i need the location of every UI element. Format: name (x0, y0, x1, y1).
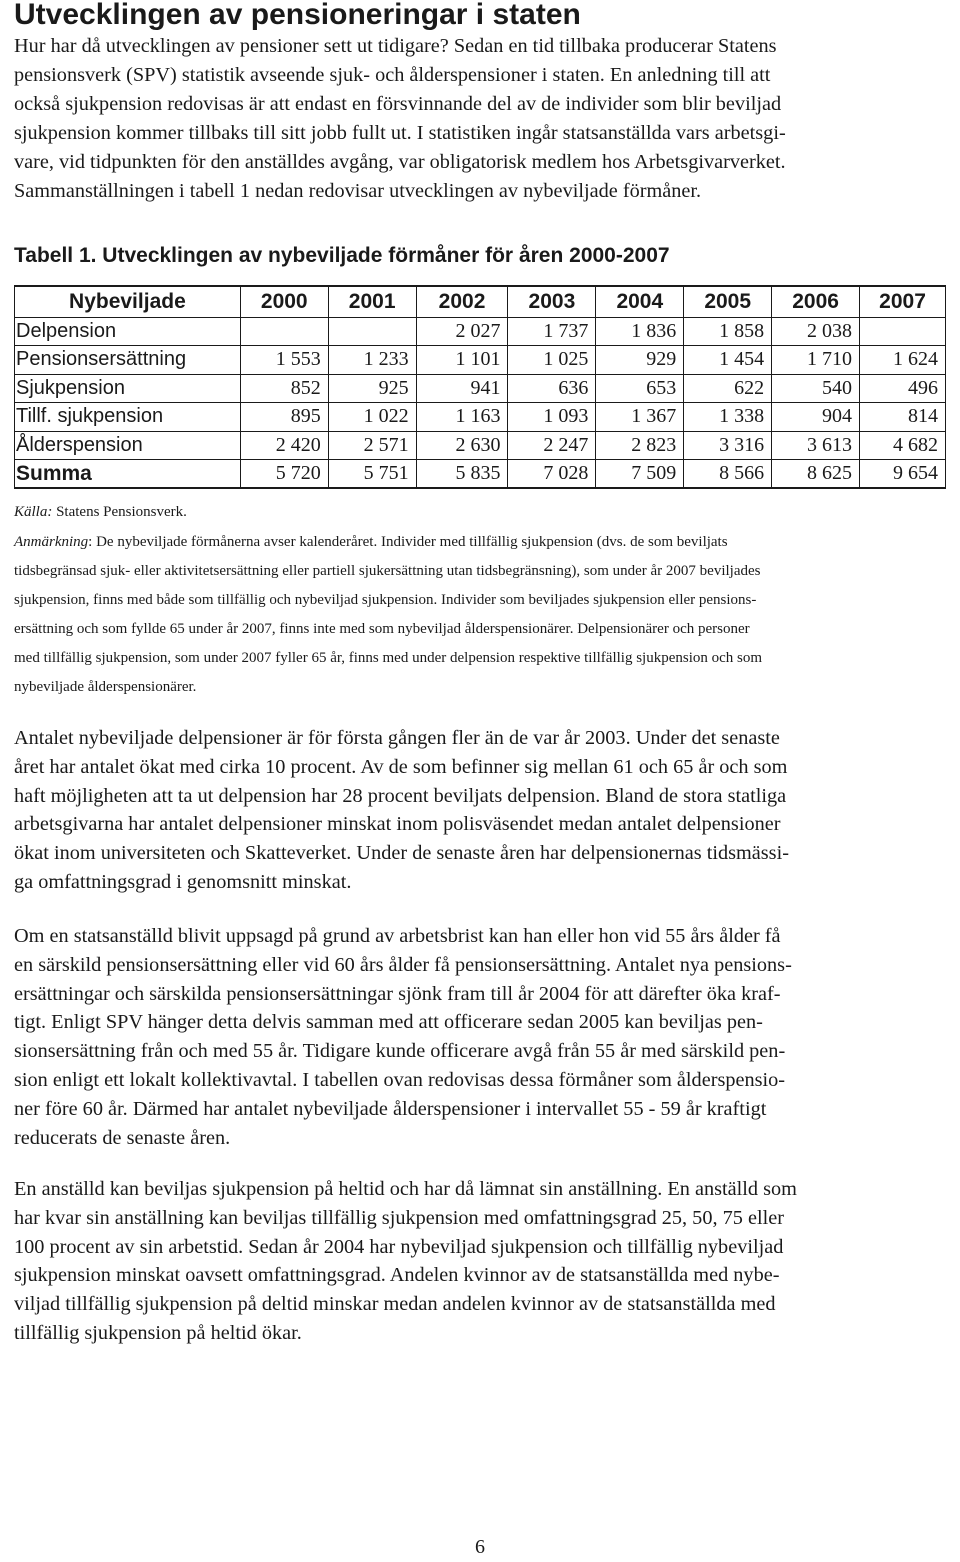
header-cell: 2001 (328, 286, 416, 317)
note-line: sjukpension, finns med både som tillfällig och nybeviljad sjukpension. Individer som beviljades sjukpension eller pensions- (14, 592, 757, 608)
table-cell: 5 751 (328, 460, 416, 489)
table-cell: 1 093 (508, 403, 596, 432)
note-line: nybeviljade ålderspensionärer. (14, 679, 197, 695)
table-row (15, 346, 946, 375)
table-cell (328, 317, 416, 346)
table-cell: 4 682 (860, 431, 946, 460)
paragraph-line: tigt. Enligt SPV hänger detta delvis samman med att officerare sedan 2005 kan beviljas pen- (14, 1011, 763, 1034)
intro-paragraph (14, 32, 946, 206)
table-cell: 5 720 (240, 460, 328, 489)
header-cell: 2000 (240, 286, 328, 317)
source-text: Statens Pensionsverk. (52, 504, 187, 520)
paragraph-line: En anställd kan beviljas sjukpension på heltid och har då lämnat sin anställning. En anställd som (14, 1178, 797, 1200)
header-cell: 2004 (596, 286, 684, 317)
table-cell: 496 (860, 374, 946, 403)
intro-line: Sammanställningen i tabell 1 nedan redovisar utvecklingen av nybeviljade förmåner. (14, 180, 702, 202)
table-cell: 2 420 (240, 431, 328, 460)
table-cell: 636 (508, 374, 596, 403)
paragraph-pensionsersattning (14, 922, 946, 1152)
table-cell: 1 858 (684, 317, 772, 346)
table-cell: 1 553 (240, 346, 328, 375)
table-cell: 1 836 (596, 317, 684, 346)
table-cell: 8 566 (684, 460, 772, 489)
table-cell: 1 338 (684, 403, 772, 432)
intro-line: sjukpension kommer tillbaks till sitt jobb fullt ut. I statistiken ingår statsanställda vars arbetsgi- (14, 122, 786, 144)
table-cell: 1 624 (860, 346, 946, 375)
table-cell: 540 (772, 374, 860, 403)
paragraph-line: en särskild pensionsersättning eller vid 60 års ålder få pensionsersättning. Antalet nya pensions- (14, 953, 792, 976)
paragraph-line: viljad tillfällig sjukpension på deltid minskar medan andelen kvinnor av de statsanställda med (14, 1293, 776, 1316)
header-cell: 2007 (860, 286, 946, 317)
document-page (14, 0, 946, 1558)
paragraph-line: Antalet nybeviljade delpensioner är för första gången fler än de var år 2003. Under det senaste (14, 727, 780, 749)
table-cell: 1 710 (772, 346, 860, 375)
table-source (14, 504, 187, 521)
intro-line: också sjukpension redovisas är att endast en försvinnande del av de individer som blir beviljad (14, 93, 782, 115)
header-cell: 2005 (684, 286, 772, 317)
table-cell: 1 022 (328, 403, 416, 432)
paragraph-delpension (14, 724, 946, 897)
table-cell: 1 367 (596, 403, 684, 432)
page-number: 6 (475, 1536, 485, 1558)
page-heading: Utvecklingen av pensioneringar i staten (14, 0, 581, 31)
table-cell: 925 (328, 374, 416, 403)
paragraph-line: haft möjligheten att ta ut delpension har 28 procent beviljats delpension. Bland de stora statliga (14, 784, 787, 807)
table-cell: 2 038 (772, 317, 860, 346)
table-row (15, 374, 946, 403)
note-line: med tillfällig sjukpension, som under 2007 fyller 65 år, finns med under delpension respektive tillfällig sjukpension och som (14, 650, 763, 666)
table-cell: 1 163 (416, 403, 508, 432)
intro-line: Hur har då utvecklingen av pensioner sett ut tidigare? Sedan en tid tillbaka producerar Statens (14, 35, 777, 57)
table-cell: 7 509 (596, 460, 684, 489)
table-cell: 2 630 (416, 431, 508, 460)
pension-table (14, 285, 946, 489)
table-row (15, 431, 946, 460)
paragraph-line: sion enligt ett lokalt kollektivavtal. I tabellen ovan redovisas dessa förmåner som ålderspensio- (14, 1068, 786, 1091)
row-label: Delpension (15, 317, 241, 346)
table-cell: 2 571 (328, 431, 416, 460)
paragraph-line: tillfällig sjukpension på heltid ökar. (14, 1321, 302, 1344)
note-line (14, 528, 946, 557)
table-row (15, 317, 946, 346)
table-cell: 1 233 (328, 346, 416, 375)
table-row (15, 403, 946, 432)
table-cell (240, 317, 328, 346)
table-cell: 2 247 (508, 431, 596, 460)
row-label: Summa (15, 460, 241, 489)
note-line: tidsbegränsad sjuk- eller aktivitetsersättning eller partiell sjukersättning utan tidsbegränsning), som under år 2007 beviljades (14, 563, 761, 579)
paragraph-line: ökat inom universiteten och Skatteverket. Under de senaste åren har delpensionernas tidsmässi- (14, 842, 789, 865)
note-line: ersättning och som fyllde 65 under år 2007, finns inte med som nybeviljad ålderspensionärer. Delpensionärer och personer (14, 621, 750, 637)
table-cell: 5 835 (416, 460, 508, 489)
table-cell: 814 (860, 403, 946, 432)
table-sum-row (15, 460, 946, 489)
paragraph-line: ner före 60 år. Därmed har antalet nybeviljade ålderspensioner i intervallet 55 - 59 år kraftigt (14, 1097, 767, 1120)
table-cell: 1 025 (508, 346, 596, 375)
header-cell: 2002 (416, 286, 508, 317)
table-cell: 1 737 (508, 317, 596, 346)
table-cell: 3 613 (772, 431, 860, 460)
table-note (14, 528, 946, 702)
header-cell: 2006 (772, 286, 860, 317)
table-cell: 3 316 (684, 431, 772, 460)
table-cell: 2 823 (596, 431, 684, 460)
row-label: Tillf. sjukpension (15, 403, 241, 432)
table-cell: 852 (240, 374, 328, 403)
table-cell: 1 101 (416, 346, 508, 375)
paragraph-line: 100 procent av sin arbetstid. Sedan år 2004 har nybeviljad sjukpension och tillfällig nybeviljad (14, 1235, 784, 1258)
table-cell: 622 (684, 374, 772, 403)
intro-line: pensionsverk (SPV) statistik avseende sjuk- och ålderspensioner i staten. En anledning till att (14, 64, 771, 86)
intro-line: vare, vid tidpunkten för den anställdes avgång, var obligatorisk medlem hos Arbetsgivarverket. (14, 151, 786, 173)
table-cell: 7 028 (508, 460, 596, 489)
row-label: Ålderspension (15, 431, 241, 460)
paragraph-line: året har antalet ökat med cirka 10 procent. Av de som befinner sig mellan 61 och 65 år och som (14, 755, 788, 778)
table-cell: 929 (596, 346, 684, 375)
paragraph-line: ersättningar och särskilda pensionsersättningar sjönk fram till år 2004 för att därefter öka kraf- (14, 982, 781, 1005)
table-cell: 895 (240, 403, 328, 432)
table-header-row (15, 286, 946, 317)
paragraph-line: sjukpension minskat oavsett omfattningsgrad. Andelen kvinnor av de statsanställda med nybe- (14, 1264, 780, 1287)
row-label: Pensionsersättning (15, 346, 241, 375)
paragraph-sjukpension (14, 1175, 946, 1348)
paragraph-line: reducerats de senaste åren. (14, 1126, 231, 1149)
table-cell: 941 (416, 374, 508, 403)
note-prefix: Anmärkning (14, 534, 89, 550)
table-cell: 8 625 (772, 460, 860, 489)
paragraph-line: arbetsgivarna har antalet delpensioner minskat inom polisväsendet medan antalet delpensioner (14, 813, 781, 836)
paragraph-line: Om en statsanställd blivit uppsagd på grund av arbetsbrist kan han eller hon vid 55 års ålder få (14, 925, 781, 947)
paragraph-line: sionsersättning från och med 55 år. Tidigare kunde officerare avgå från 55 år med särskild pen- (14, 1040, 786, 1063)
table-cell: 1 454 (684, 346, 772, 375)
source-prefix: Källa: (14, 504, 53, 520)
table-cell (860, 317, 946, 346)
table-caption: Tabell 1. Utvecklingen av nybeviljade förmåner för åren 2000-2007 (14, 244, 670, 267)
table-cell: 653 (596, 374, 684, 403)
paragraph-line: har kvar sin anställning kan beviljas tillfällig sjukpension med omfattningsgrad 25, 50, 75 eller (14, 1206, 784, 1229)
header-cell: Nybeviljade (15, 286, 241, 317)
table-cell: 904 (772, 403, 860, 432)
table-cell: 9 654 (860, 460, 946, 489)
row-label: Sjukpension (15, 374, 241, 403)
table-cell: 2 027 (416, 317, 508, 346)
note-text: : De nybeviljade förmånerna avser kalenderåret. Individer med tillfällig sjukpension (dvs. de som beviljats (88, 534, 728, 550)
header-cell: 2003 (508, 286, 596, 317)
paragraph-line: ga omfattningsgrad i genomsnitt minskat. (14, 870, 352, 893)
